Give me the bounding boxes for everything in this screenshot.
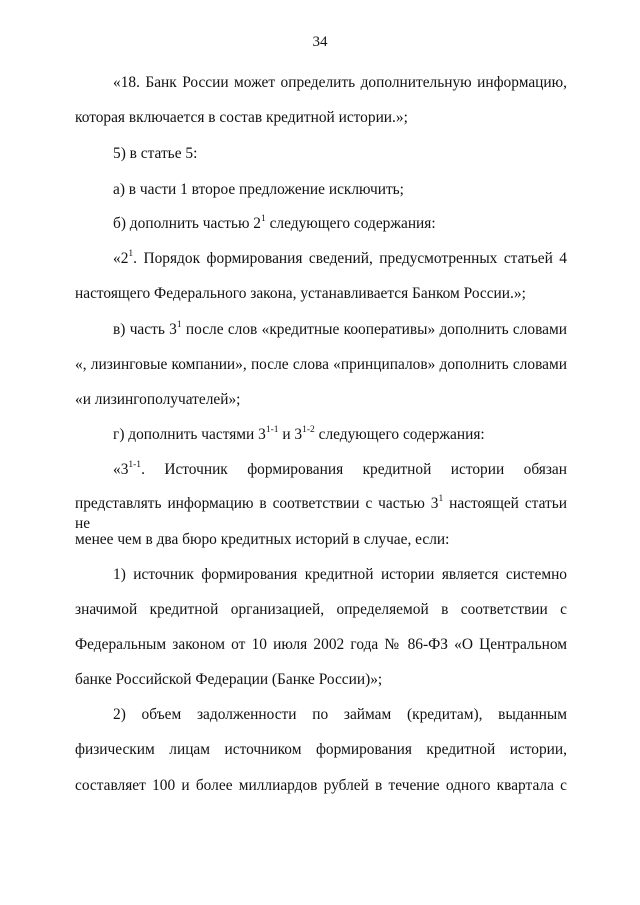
- text-fragment: . Порядок формирования сведений, предусмотренных статьей 4: [133, 250, 567, 267]
- superscript: 1: [176, 320, 182, 330]
- paragraph-line: которая включается в состав кредитной истории.»;: [75, 109, 408, 126]
- text-fragment: и 3: [278, 426, 303, 443]
- text-fragment: после слов «кредитные кооперативы» дополнить словами: [181, 321, 567, 338]
- paragraph-line: [113, 425, 567, 445]
- paragraph-line: [113, 249, 567, 269]
- paragraph-line: «и лизингополучателей»;: [75, 391, 241, 408]
- text-fragment: настоящей статьи не: [75, 495, 567, 532]
- superscript: 1-1: [128, 460, 142, 470]
- paragraph-line: значимой кредитной организацией, определяемой в соответствии с: [75, 601, 567, 618]
- paragraph-line: физическим лицам источником формирования кредитной истории,: [75, 741, 567, 758]
- paragraph-line: [113, 460, 567, 480]
- text-fragment: . Источник формирования кредитной истории обязан: [141, 461, 567, 478]
- paragraph-line: [75, 494, 567, 534]
- text-fragment: «3: [113, 461, 129, 478]
- text-fragment: следующего содержания:: [265, 215, 436, 232]
- text-fragment: в) часть 3: [113, 321, 177, 338]
- paragraph-line: «, лизинговые компании», после слова «принципалов» дополнить словами: [75, 356, 567, 373]
- paragraph-line: «18. Банк России может определить дополнительную информацию,: [113, 74, 567, 91]
- superscript: 1-1: [265, 425, 279, 435]
- text-fragment: б) дополнить частью 2: [113, 215, 261, 232]
- text-fragment: представлять информацию в соответствии с частью 3: [75, 495, 439, 512]
- paragraph-line: 2) объем задолженности по займам (кредитам), выданным: [113, 706, 567, 723]
- paragraph-line: менее чем в два бюро кредитных историй в случае, если:: [75, 531, 450, 548]
- paragraph-line: настоящего Федерального закона, устанавливается Банком России.»;: [75, 285, 526, 302]
- paragraph-line: банке Российской Федерации (Банке России)»;: [75, 671, 383, 688]
- superscript: 1: [128, 249, 134, 259]
- paragraph-line: Федеральным законом от 10 июля 2002 года № 86-ФЗ «О Центральном: [75, 636, 567, 653]
- superscript: 1-2: [302, 425, 315, 435]
- text-fragment: «2: [113, 250, 129, 267]
- paragraph-line: а) в части 1 второе предложение исключить;: [113, 181, 404, 198]
- page-number: 34: [312, 34, 328, 50]
- paragraph-line: [113, 320, 567, 340]
- superscript: 1: [438, 494, 444, 504]
- superscript: 1: [261, 214, 266, 224]
- text-fragment: г) дополнить частями 3: [113, 426, 266, 443]
- paragraph-line: 1) источник формирования кредитной истории является системно: [113, 566, 567, 583]
- paragraph-line: 5) в статье 5:: [113, 145, 198, 162]
- paragraph-line: [113, 214, 567, 234]
- text-fragment: следующего содержания:: [314, 426, 485, 443]
- paragraph-line: составляет 100 и более миллиардов рублей в течение одного квартала с: [75, 777, 567, 794]
